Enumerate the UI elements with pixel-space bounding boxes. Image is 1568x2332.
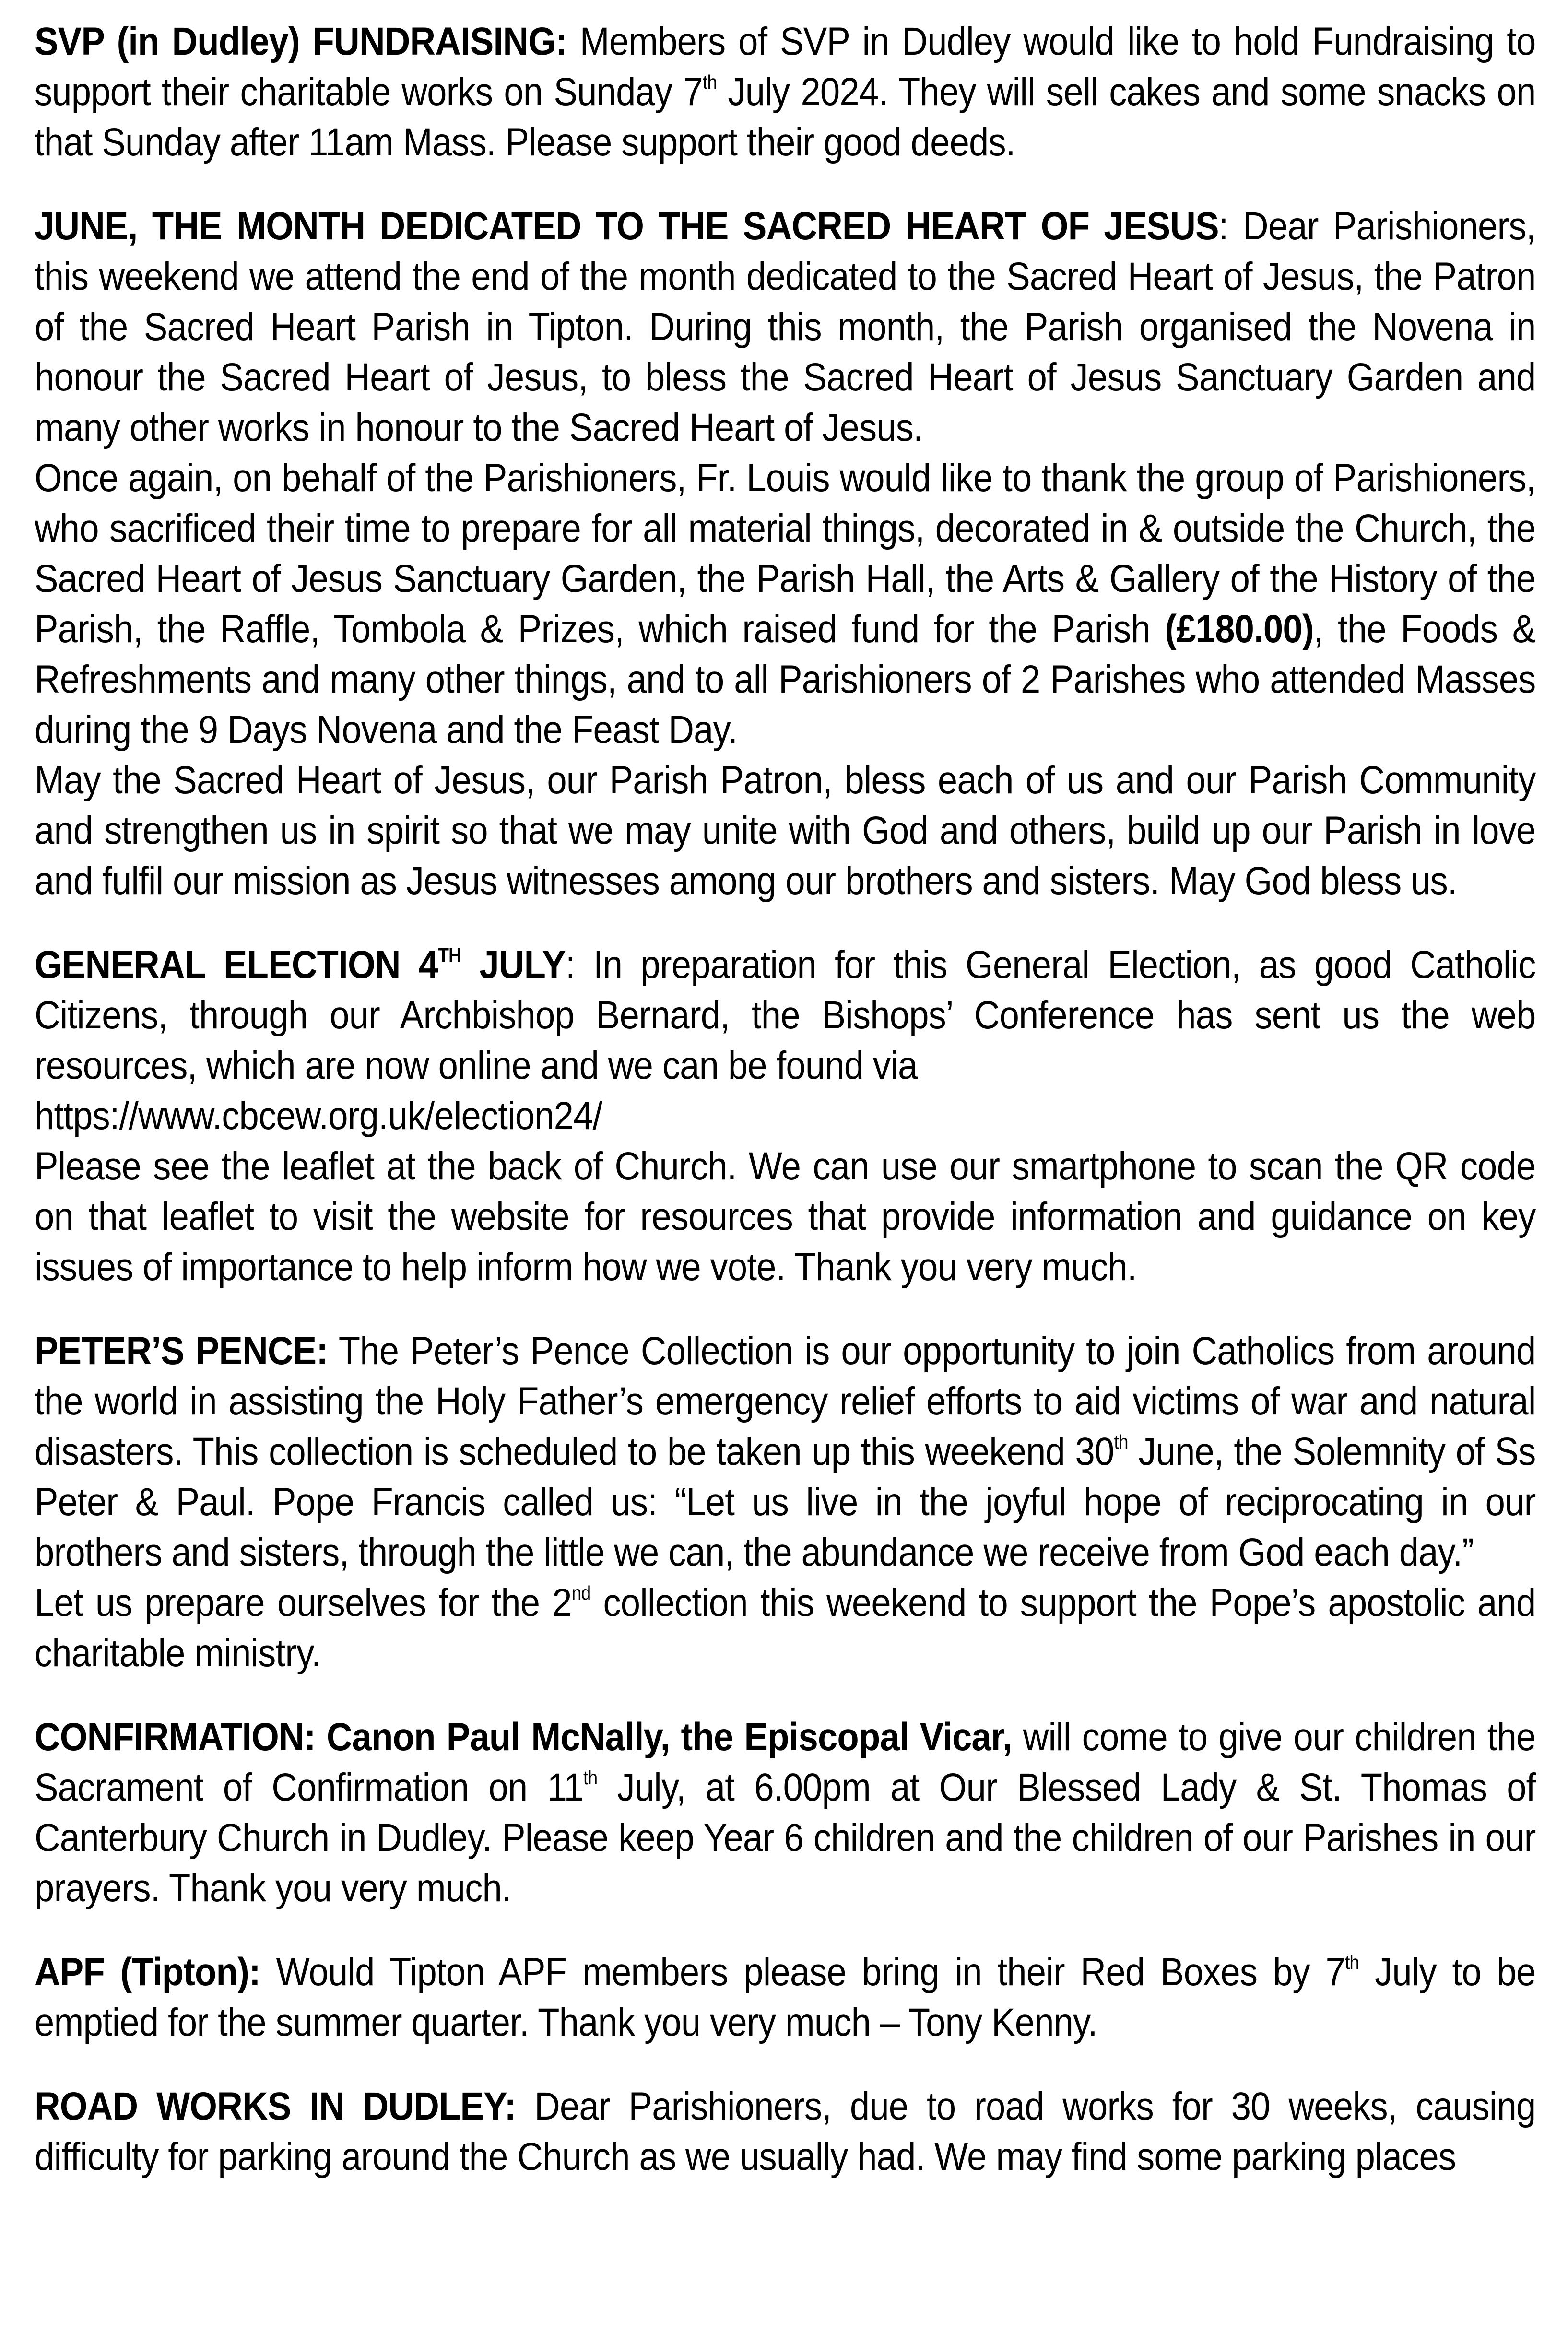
apf-text-continued: July to be emptied for the summer quarter. Thank you very much – Tony Kenny. [35,1950,1536,2044]
election-heading [35,943,566,987]
road-works-heading: ROAD WORKS IN DUDLEY: [35,2085,516,2128]
apf-date-suffix: th [1344,1951,1359,1973]
confirmation-text: will come to give our children the Sacrament of Confirmation on 11 [35,1715,1536,1809]
apf-notice [35,1947,1535,2048]
sacred-heart-heading: JUNE, THE MONTH DEDICATED TO THE SACRED HEART OF JESUS [35,204,1219,248]
svp-date-suffix: th [702,71,717,93]
sacred-heart-thanks-continued: , the Foods & Refreshments and many other things, and to all Parishioners of 2 Parishes who attended Masses during the 9 Days Novena and the Feast Day. [35,607,1536,752]
confirmation-heading: CONFIRMATION: Canon Paul McNally, the Episcopal Vicar, [35,1715,1012,1759]
sacred-heart-notice [35,201,1535,906]
peters-pence-text: The Peter’s Pence Collection is our opportunity to join Catholics from around the world in assisting the Holy Father’s emergency relief efforts to aid victims of war and natural disasters. This collection is scheduled to be taken up this weekend 30 [35,1329,1536,1473]
peters-pence-heading: PETER’S PENCE: [35,1329,328,1373]
svp-text-continued: July 2024. They will sell cakes and some snacks on that Sunday after 11am Mass. Please support their good deeds. [35,70,1536,164]
peters-pence-text-continued: June, the Solemnity of Ss Peter & Paul. Pope Francis called us: “Let us live in the joyful hope of reciprocating in our brothers and sisters, through the little we can, the abundance we receive from God each day.” [35,1430,1536,1574]
general-election-notice [35,940,1535,1292]
sacred-heart-thanks: Once again, on behalf of the Parishioners, Fr. Louis would like to thank the group of Parishioners, who sacrificed their time to prepare for all material things, decorated in & outside the Church, the Sacred Heart of Jesus Sanctuary Garden, the Parish Hall, the Arts & Gallery of the History of the Parish, the Raffle, Tombola & Prizes, which raised fund for the Parish [35,456,1536,651]
road-works-notice [35,2081,1535,2182]
apf-text: Would Tipton APF members please bring in their Red Boxes by 7 [260,1950,1345,1994]
svp-fundraising-notice [35,16,1535,167]
raffle-amount: (£180.00) [1165,607,1314,651]
election-heading-text: GENERAL ELECTION 4 [35,943,438,987]
election-resources-link[interactable]: https://www.cbcew.org.uk/election24/ [35,1094,602,1138]
sacred-heart-blessing: May the Sacred Heart of Jesus, our Parish Patron, bless each of us and our Parish Community and strengthen us in spirit so that we may unite with God and others, build up our Parish in love and fulfil our mission as Jesus witnesses among our brothers and sisters. May God bless us. [35,758,1536,903]
second-collection-suffix: nd [571,1581,591,1604]
svp-text: Members of SVP in Dudley would like to hold Fundraising to support their charitable works on Sunday 7 [35,20,1536,114]
second-collection-text-continued: collection this weekend to support the Pope’s apostolic and charitable ministry. [35,1581,1536,1675]
second-collection-text: Let us prepare ourselves for the 2 [35,1581,572,1625]
peters-pence-date-suffix: th [1114,1430,1128,1453]
svp-heading: SVP (in Dudley) FUNDRAISING: [35,20,567,63]
road-works-text: Dear Parishioners, due to road works for 30 weeks, causing difficulty for parking around the Church as we usually had. We may find some parking places [35,2085,1536,2179]
election-date-suffix: TH [438,943,461,966]
election-heading-month: JULY [461,943,566,987]
sacred-heart-intro: : Dear Parishioners, this weekend we attend the end of the month dedicated to the Sacred Heart of Jesus, the Patron of the Sacred Heart Parish in Tipton. During this month, the Parish organised the Novena in honour the Sacred Heart of Jesus, to bless the Sacred Heart of Jesus Sanctuary Garden and many other works in honour to the Sacred Heart of Jesus. [35,204,1536,449]
newsletter-content [35,16,1535,2182]
election-leaflet-text: Please see the leaflet at the back of Church. We can use our smartphone to scan the QR code on that leaflet to visit the website for resources that provide information and guidance on key issues of importance to help inform how we vote. Thank you very much. [35,1144,1536,1289]
confirmation-notice [35,1712,1535,1913]
confirmation-text-continued: July, at 6.00pm at Our Blessed Lady & St. Thomas of Canterbury Church in Dudley. Please keep Year 6 children and the children of our Parishes in our prayers. Thank you very much. [35,1766,1536,1910]
apf-heading: APF (Tipton): [35,1950,260,1994]
confirmation-date-suffix: th [583,1766,598,1789]
election-intro: : In preparation for this General Election, as good Catholic Citizens, through our Archbishop Bernard, the Bishops’ Conference has sent us the web resources, which are now online and we can be found via [35,943,1536,1087]
peters-pence-notice [35,1326,1535,1678]
